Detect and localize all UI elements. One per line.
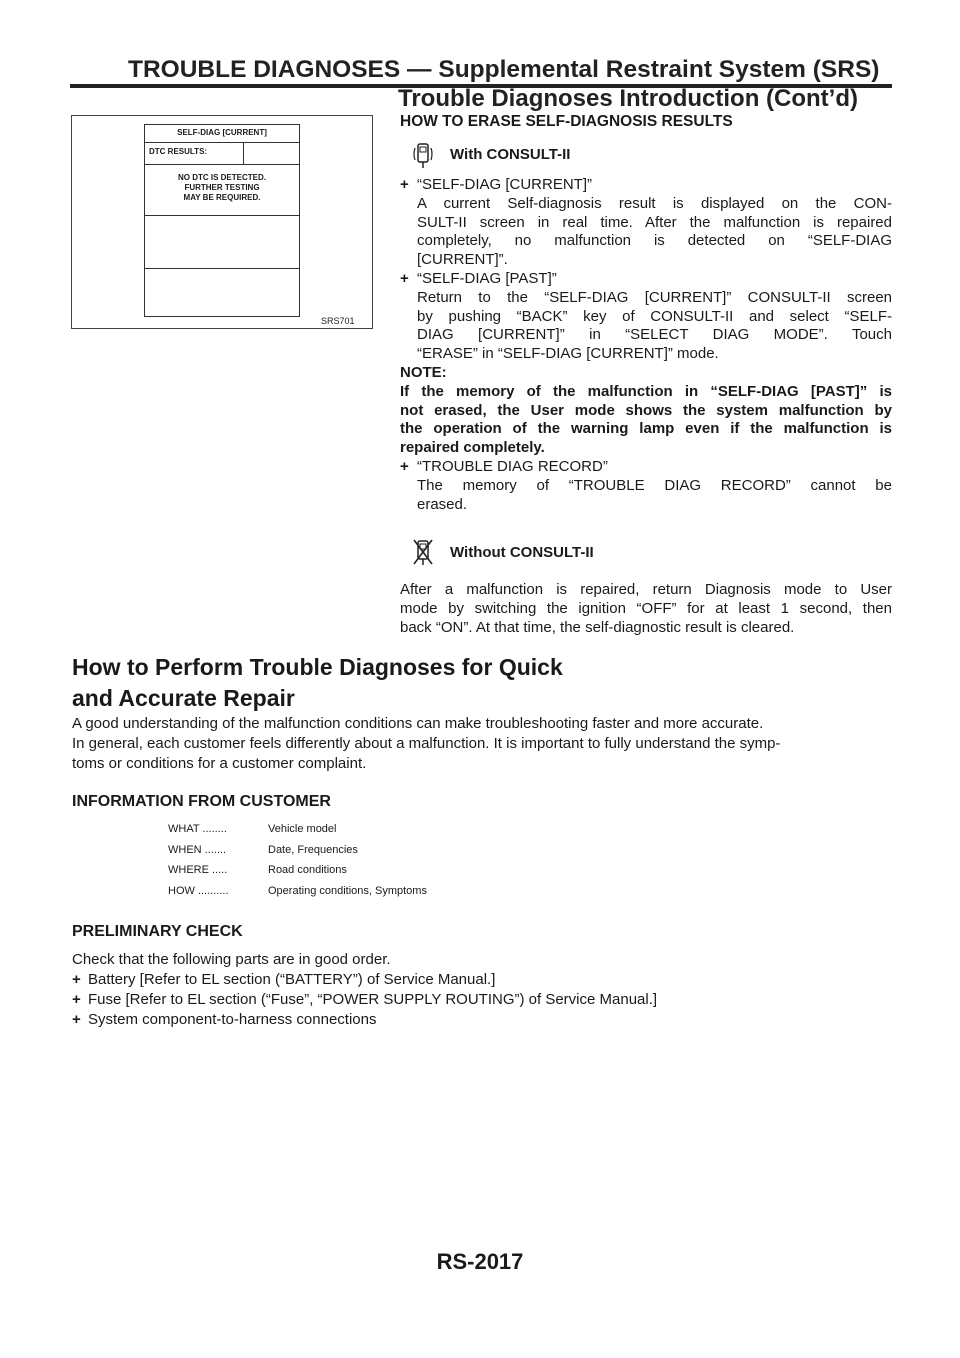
info-row-where (168, 864, 347, 876)
record-title: “TROUBLE DIAG RECORD” (417, 458, 608, 475)
dtc-results-text: DTC RESULTS: (149, 147, 208, 156)
past-line: Return to the “SELF-DIAG [CURRENT]” CONSULT-II screen (417, 288, 892, 306)
consult-tool-icon (411, 140, 435, 170)
past-line: “ERASE” in “SELF-DIAG [CURRENT]” mode. (417, 345, 719, 363)
bullet-record (400, 458, 892, 514)
note-line: repaired completely. (400, 439, 545, 457)
prelim-item (72, 990, 894, 1010)
prelim-block (72, 950, 894, 1030)
info-key: WHEN ....... (168, 844, 227, 856)
past-title: “SELF-DIAG [PAST]” (417, 270, 557, 287)
page-subtitle: Trouble Diagnoses Introduction (Cont’d) (398, 85, 858, 112)
without-line: mode by switching the ignition “OFF” for at least 1 second, then (400, 599, 892, 617)
page-header-title: TROUBLE DIAGNOSES — Supplemental Restraint System (SRS) (128, 56, 880, 83)
prelim-item (72, 1010, 894, 1030)
info-key: HOW .......... (168, 885, 229, 897)
howto-heading (72, 652, 563, 714)
screen-title: SELF-DIAG [CURRENT] (145, 125, 299, 143)
howto-paragraph (72, 714, 894, 774)
howto-line: toms or conditions for a customer complaint. (72, 755, 367, 772)
prelim-heading: PRELIMINARY CHECK (72, 923, 243, 940)
bullet-mark: + (400, 458, 409, 475)
figure-label: SRS701 (321, 316, 355, 326)
dtc-message (145, 164, 299, 216)
note-block (400, 364, 892, 458)
info-row-how (168, 885, 427, 897)
prelim-item-text: Fuse [Refer to EL section (“Fuse”, “POWER SUPPLY ROUTING”) of Service Manual.] (88, 991, 658, 1008)
info-value: Vehicle model (268, 823, 337, 835)
bullet-mark: + (400, 270, 409, 287)
current-line: [CURRENT]”. (417, 251, 508, 269)
bullet-mark: + (72, 991, 81, 1008)
info-row-what (168, 823, 337, 835)
past-line: DIAG [CURRENT]” in “SELECT DIAG MODE”. Touch (417, 326, 892, 344)
dtc-message-line: NO DTC IS DETECTED. (177, 173, 266, 182)
consult-screen (144, 124, 300, 317)
current-title: “SELF-DIAG [CURRENT]” (417, 176, 593, 193)
info-value: Date, Frequencies (268, 844, 358, 856)
info-value: Operating conditions, Symptoms (268, 885, 427, 897)
howto-heading-line: How to Perform Trouble Diagnoses for Quick (72, 654, 563, 680)
past-line: by pushing “BACK” key of CONSULT-II and select “SELF- (417, 307, 892, 325)
dtc-message-line: FURTHER TESTING (184, 183, 260, 192)
note-line: not erased, the User mode shows the system malfunction by (400, 401, 892, 419)
info-key: WHAT ........ (168, 823, 227, 835)
bullet-past (400, 270, 892, 364)
prelim-item-text: Battery [Refer to EL section (“BATTERY”) of Service Manual.] (88, 971, 496, 988)
bullet-mark: + (72, 971, 81, 988)
with-consult-heading: With CONSULT-II (450, 146, 571, 163)
info-heading: INFORMATION FROM CUSTOMER (72, 793, 331, 810)
bullet-mark: + (72, 1011, 81, 1028)
howto-line: A good understanding of the malfunction conditions can make troubleshooting faster and more accurate. (72, 715, 764, 732)
prelim-item-text: System component-to-harness connections (88, 1011, 377, 1028)
info-key: WHERE ..... (168, 864, 228, 876)
current-line: A current Self-diagnosis result is displayed on the CON- (417, 194, 892, 212)
record-line: The memory of “TROUBLE DIAG RECORD” cannot be (417, 476, 892, 494)
info-row-when (168, 844, 358, 856)
prelim-item (72, 970, 894, 990)
without-consult-heading: Without CONSULT-II (450, 544, 594, 561)
without-line: After a malfunction is repaired, return Diagnosis mode to User (400, 581, 892, 598)
current-line: SULT-II screen in real time. After the malfunction is repaired (417, 213, 892, 231)
note-line: the operation of the warning lamp even if the malfunction is (400, 420, 892, 438)
bullet-current (400, 176, 892, 270)
dtc-message-line: MAY BE REQUIRED. (183, 193, 261, 202)
without-line: back “ON”. At that time, the self-diagnostic result is cleared. (400, 618, 795, 636)
prelim-intro: Check that the following parts are in good order. (72, 951, 391, 968)
note-label: NOTE: (400, 364, 447, 381)
howto-heading-line: and Accurate Repair (72, 685, 295, 711)
bullet-mark: + (400, 176, 409, 193)
without-consult-paragraph (400, 581, 892, 637)
no-consult-icon (411, 537, 435, 567)
current-line: completely, no malfunction is detected on “SELF-DIAG (417, 232, 892, 250)
page-number: RS-2017 (436, 1249, 524, 1274)
dtc-divider (243, 142, 244, 164)
screen-empty-row (145, 216, 299, 269)
record-line: erased. (417, 495, 468, 513)
erase-heading: HOW TO ERASE SELF-DIAGNOSIS RESULTS (400, 113, 733, 130)
note-line: If the memory of the malfunction in “SELF-DIAG [PAST]” is (400, 382, 892, 400)
dtc-results-label (145, 142, 299, 165)
howto-line: In general, each customer feels differently about a malfunction. It is important to fully understand the symp- (72, 735, 781, 752)
info-value: Road conditions (268, 864, 347, 876)
